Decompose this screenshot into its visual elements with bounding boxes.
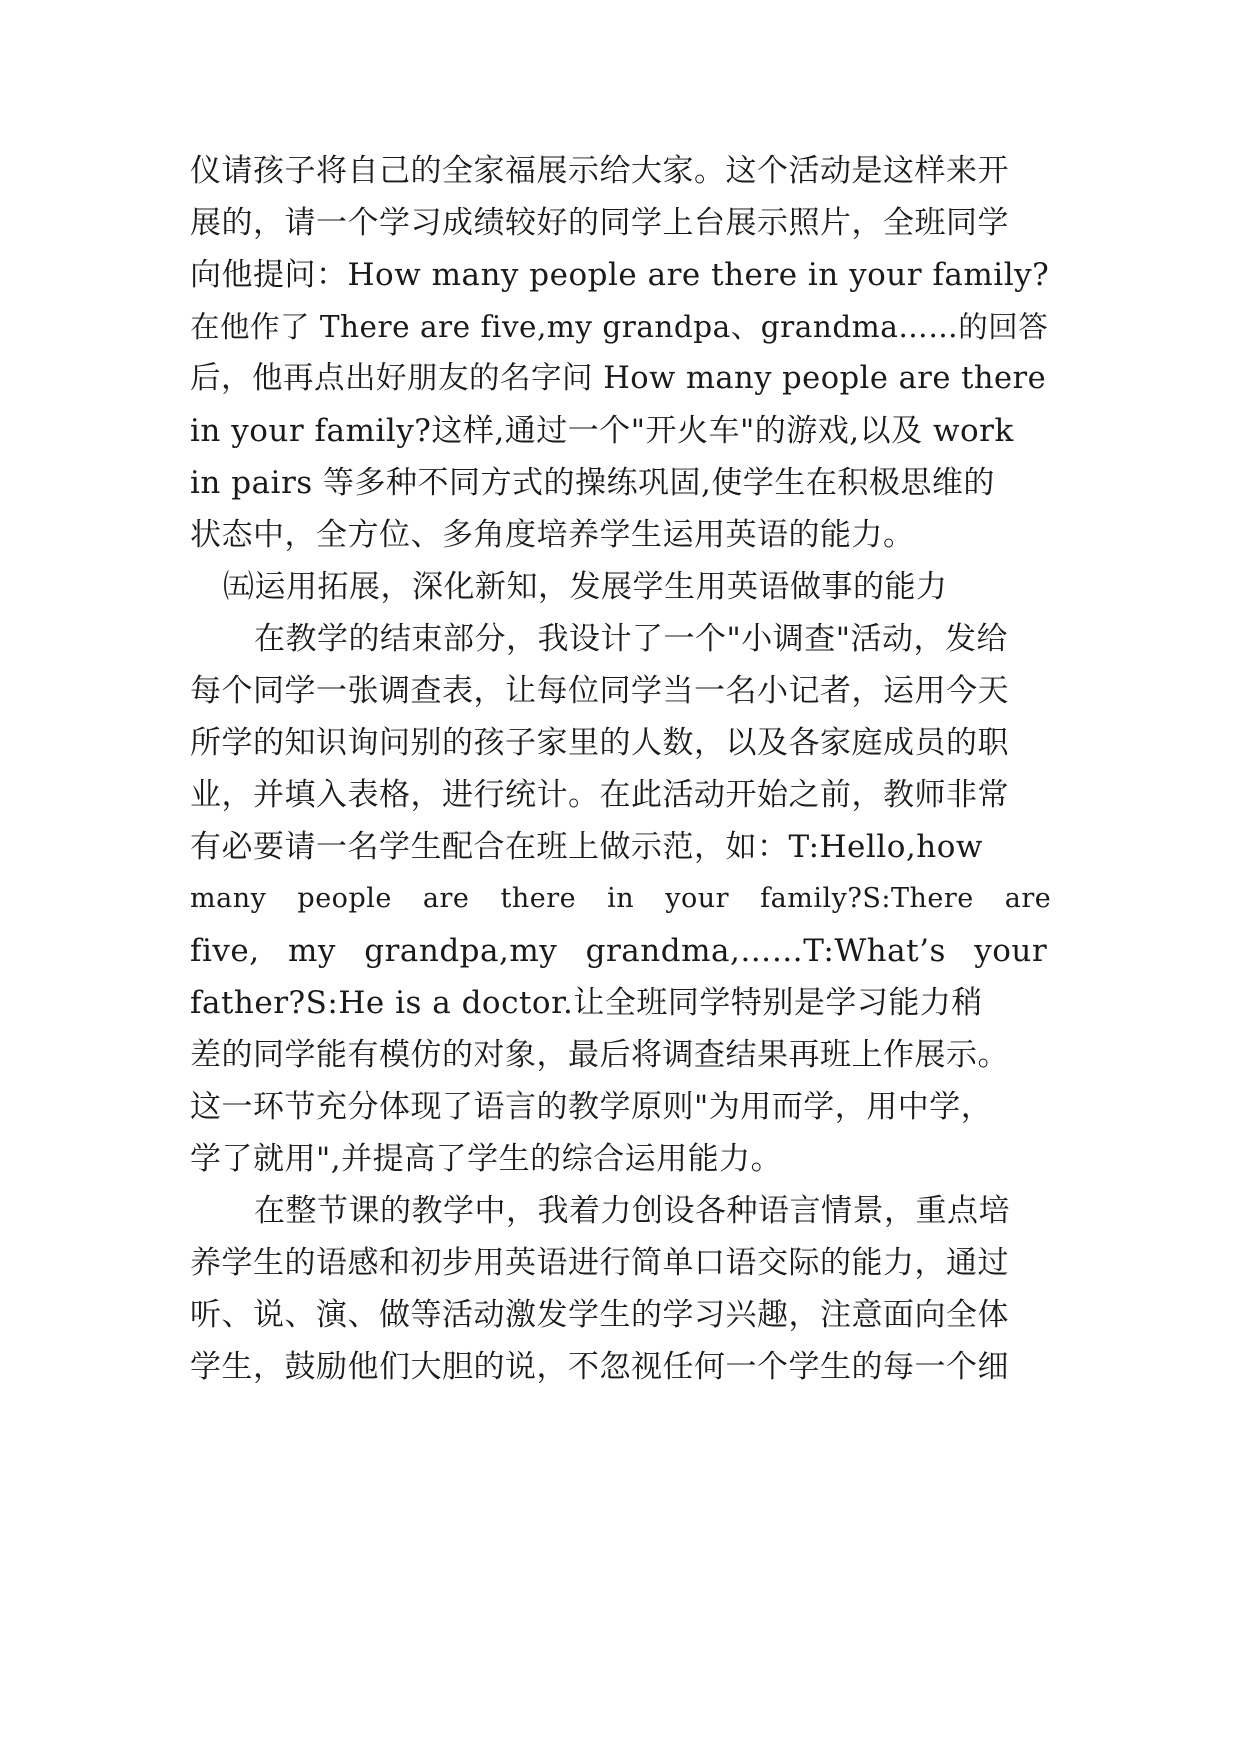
text-line: 养学生的语感和初步用英语进行简单口语交际的能力，通过 [190,1245,1009,1281]
text-line: many people are there in your family?S:There are [190,883,1052,914]
paragraph-first-line: 在教学的结束部分，我设计了一个"小调查"活动，发给 [254,621,1009,657]
text-line: 后，他再点出好朋友的名字问 How many people are there [190,361,1047,396]
text-line: 状态中，全方位、多角度培养学生运用英语的能力。 [190,517,915,553]
text-line: 向他提问：How many people are there in your family? [190,257,1050,293]
text-line: 学生，鼓励他们大胆的说，不忽视任何一个学生的每一个细 [190,1349,1009,1385]
text-line: 业，并填入表格，进行统计。在此活动开始之前，教师非常 [190,777,1009,813]
text-line: 学了就用",并提高了学生的综合运用能力。 [190,1141,783,1177]
text-line: 在他作了 There are five,my grandpa、grandma……的回答 [190,310,1049,344]
text-line: five, my grandpa,my grandma,……T:What’s your [190,933,1048,969]
text-line: 这一环节充分体现了语言的教学原则"为用而学，用中学， [190,1089,993,1125]
paragraph-first-line: 在整节课的教学中，我着力创设各种语言情景，重点培 [254,1193,1010,1229]
text-line: in your family?这样,通过一个"开火车"的游戏,以及 work [190,413,1014,449]
text-line: 听、说、演、做等活动激发学生的学习兴趣，注意面向全体 [190,1297,1009,1333]
text-line: 仪请孩子将自己的全家福展示给大家。这个活动是这样来开 [190,153,1009,189]
text-line: 差的同学能有模仿的对象，最后将调查结果再班上作展示。 [190,1037,1009,1073]
section-heading: ㈤运用拓展，深化新知，发展学生用英语做事的能力 [223,569,948,605]
text-line: father?S:He is a doctor.让全班同学特别是学习能力稍 [190,985,983,1021]
text-line: 每个同学一张调查表，让每位同学当一名小记者，运用今天 [190,673,1009,709]
text-line: in pairs 等多种不同方式的操练巩固,使学生在积极思维的 [190,465,995,501]
text-line: 所学的知识询问别的孩子家里的人数，以及各家庭成员的职 [190,725,1009,761]
text-line: 展的，请一个学习成绩较好的同学上台展示照片，全班同学 [190,205,1009,241]
text-line: 有必要请一名学生配合在班上做示范，如：T:Hello,how [190,829,983,865]
